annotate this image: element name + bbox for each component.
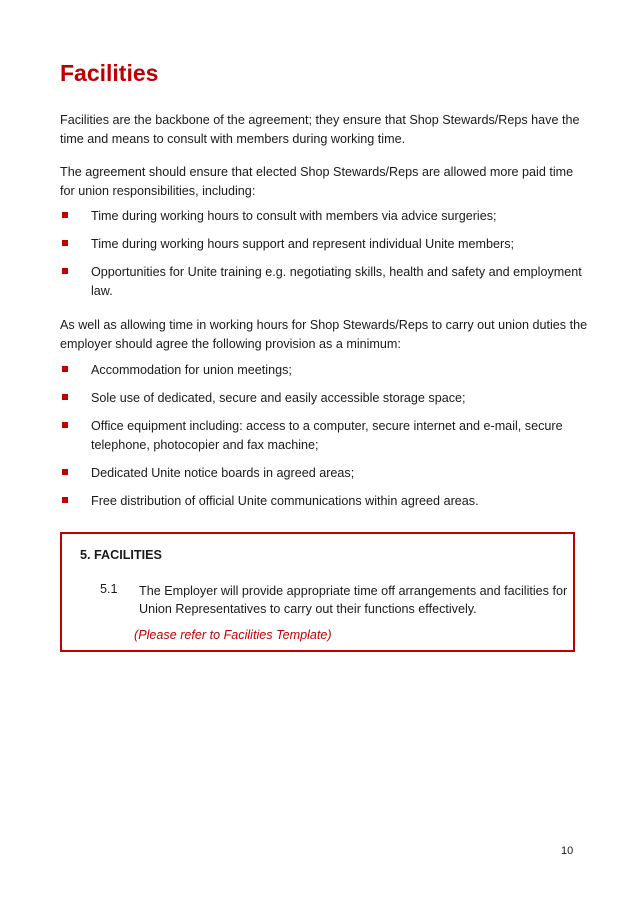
- bullet-square-icon: [62, 469, 68, 475]
- list-item-text: Time during working hours support and represent individual Unite members;: [91, 237, 515, 251]
- list-item-text: Free distribution of official Unite communications within agreed areas.: [91, 494, 479, 508]
- provision-intro-paragraph: As well as allowing time in working hours for Shop Stewards/Reps to carry out union duties the employer should agree the following provision as a minimum:: [60, 318, 588, 351]
- list-item: [60, 389, 590, 408]
- list-item: [60, 492, 590, 511]
- list-item: [60, 263, 590, 301]
- time-bullet-list: [60, 207, 590, 310]
- list-item: [60, 464, 590, 483]
- bullet-square-icon: [62, 240, 68, 246]
- list-item: [60, 417, 590, 455]
- clause-heading: 5. FACILITIES: [80, 548, 162, 562]
- bullet-square-icon: [62, 422, 68, 428]
- list-item-text: Office equipment including: access to a computer, secure internet and e-mail, secure telephone, photocopier and fax machine;: [91, 419, 563, 452]
- list-item-text: Sole use of dedicated, secure and easily accessible storage space;: [91, 391, 466, 405]
- page-title: Facilities: [60, 60, 159, 86]
- facilities-clause-box: [60, 532, 575, 652]
- page-number: 10: [561, 845, 574, 857]
- bullet-square-icon: [62, 394, 68, 400]
- list-item-text: Opportunities for Unite training e.g. negotiating skills, health and safety and employment law.: [91, 265, 582, 298]
- bullet-square-icon: [62, 212, 68, 218]
- list-item-text: Accommodation for union meetings;: [91, 363, 292, 377]
- template-reference: (Please refer to Facilities Template): [134, 628, 332, 642]
- intro-paragraph: Facilities are the backbone of the agreement; they ensure that Shop Stewards/Reps have the time and means to consult with members during working time.: [60, 113, 580, 146]
- clause-number: 5.1: [100, 582, 118, 596]
- list-item: [60, 361, 590, 380]
- time-intro-paragraph: The agreement should ensure that elected Shop Stewards/Reps are allowed more paid time for union responsibilities, including:: [60, 165, 574, 198]
- bullet-square-icon: [62, 497, 68, 503]
- bullet-square-icon: [62, 268, 68, 274]
- clause-text: The Employer will provide appropriate time off arrangements and facilities for Union Representatives to carry out their functions effectively.: [139, 584, 568, 616]
- list-item-text: Time during working hours to consult with members via advice surgeries;: [91, 209, 497, 223]
- list-item: [60, 235, 590, 254]
- list-item-text: Dedicated Unite notice boards in agreed areas;: [91, 466, 355, 480]
- list-item: [60, 207, 590, 226]
- bullet-square-icon: [62, 366, 68, 372]
- provision-bullet-list: [60, 361, 590, 520]
